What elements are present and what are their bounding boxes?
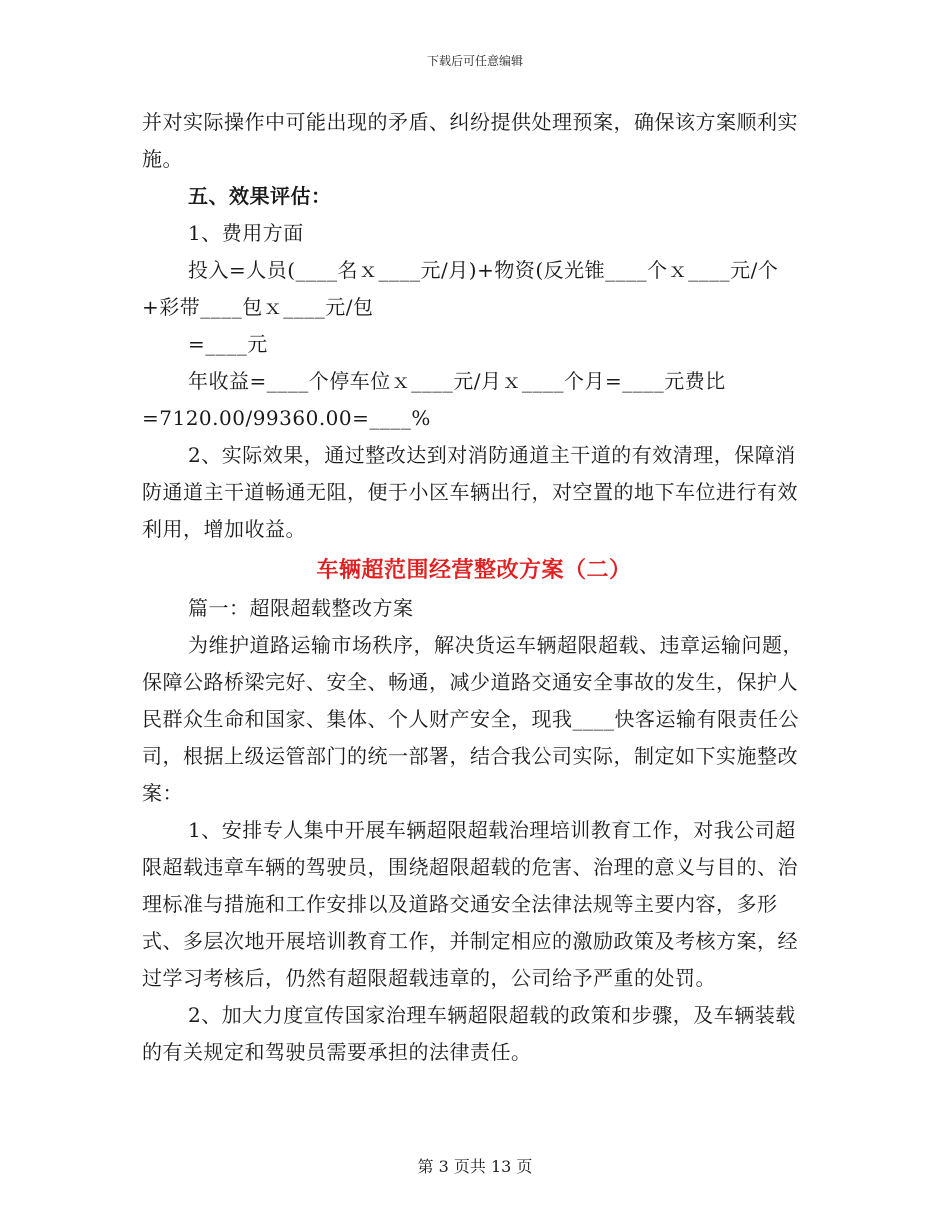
heading-effect-evaluation: 五、效果评估： xyxy=(188,184,332,208)
formula-annual-income: 年收益=____个停车位ｘ____元/月ｘ____个月=____元费比 xyxy=(188,369,726,393)
page-header: 下载后可任意编辑 xyxy=(426,54,523,68)
section-title: 车辆超范围经营整改方案（二） xyxy=(316,557,632,583)
formula-cost-ratio: =7120.00/99360.00=____% xyxy=(142,406,431,430)
subtitle-chapter-one: 篇一：超限超载整改方案 xyxy=(188,596,414,620)
paragraph-intro: 为维护道路运输市场秩序，解决货运车辆超限超载、违章运输问题，保障公路桥梁完好、安全、畅通，减少道路交通安全事故的发生，保护人民群众生命和国家、集体、个人财产安全，现我____快客运输有限责任公司，根据上级运管部门的统一部署，结合我公司实际，制定如下实施整改案： xyxy=(142,633,803,805)
document-body xyxy=(142,104,806,1071)
formula-investment: 投入=人员(____名ｘ____元/月)+物资(反光锥____个ｘ____元/个+彩带____包ｘ____元/包 xyxy=(142,258,779,319)
paragraph-item-2: 2、加大力度宣传国家治理车辆超限超载的政策和步骤，及车辆装载的有关规定和驾驶员需要承担的法律责任。 xyxy=(142,1003,796,1064)
paragraph-item-1: 1、安排专人集中开展车辆超限超载治理培训教育工作，对我公司超限超载违章车辆的驾驶员，围绕超限超载的危害、治理的意义与目的、治理标准与措施和工作安排以及道路交通安全法律法规等主要内容，多形式、多层次地开展培训教育工作，并制定相应的激励政策及考核方案，经过学习考核后，仍然有超限超载违章的，公司给予严重的处罚。 xyxy=(142,818,798,990)
page-footer: 第 3 页共 13 页 xyxy=(417,1157,533,1176)
formula-total: =____元 xyxy=(188,332,268,356)
subheading-cost: 1、费用方面 xyxy=(188,221,304,245)
paragraph-actual-effect: 2、实际效果，通过整改达到对消防通道主干道的有效清理，保障消防通道主干道畅通无阻，便于小区车辆出行，对空置的地下车位进行有效利用，增加收益。 xyxy=(142,443,798,541)
paragraph-continuation: 并对实际操作中可能出现的矛盾、纠纷提供处理预案，确保该方案顺利实施。 xyxy=(142,110,798,171)
